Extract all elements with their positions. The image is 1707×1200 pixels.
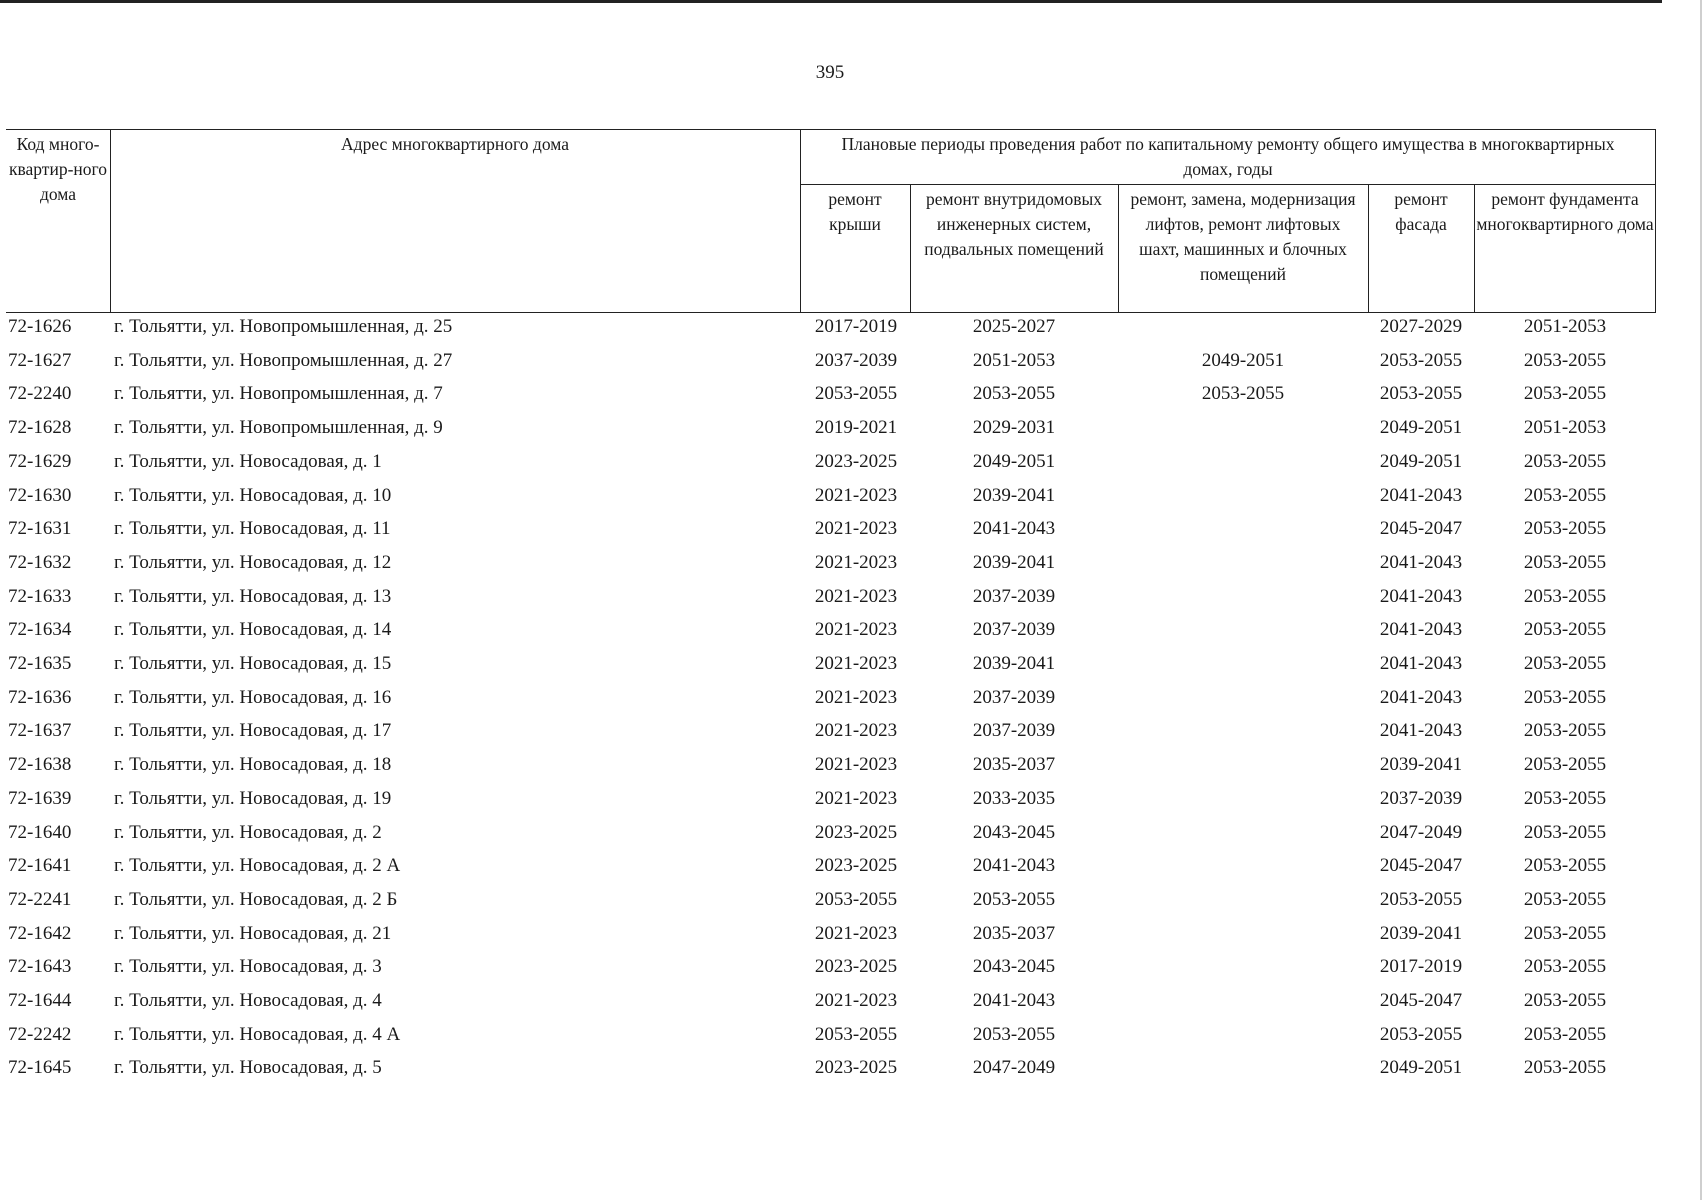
row-engineering-period: 2039-2041 [972,653,1056,674]
table-divider [910,184,911,313]
table-row [0,648,1700,680]
row-roof-period: 2021-2023 [814,922,898,944]
table-row [0,918,1700,950]
table-row [0,581,1700,613]
row-foundation-period: 2053-2055 [1523,686,1607,708]
row-roof-period: 2021-2023 [814,787,898,809]
row-foundation-period: 2053-2055 [1523,1023,1607,1045]
row-address: г. Тольятти, ул. Новосадовая, д. 16 [114,686,392,708]
table-row [0,446,1700,478]
row-code: 72-1629 [8,450,72,472]
row-address: г. Тольятти, ул. Новопромышленная, д. 25 [114,316,453,337]
row-roof-period: 2021-2023 [814,619,898,641]
row-facade-period: 2039-2041 [1379,922,1463,944]
row-roof-period: 2023-2025 [814,855,898,877]
row-code: 72-1626 [8,316,72,337]
table-row [0,345,1700,377]
table-divider [1655,129,1656,313]
row-engineering-period: 2041-2043 [972,990,1056,1011]
table-row [0,783,1700,815]
row-address: г. Тольятти, ул. Новосадовая, д. 14 [114,619,392,641]
row-address: г. Тольятти, ул. Новосадовая, д. 11 [114,518,391,540]
page-edge [1700,0,1702,1200]
row-address: г. Тольятти, ул. Новосадовая, д. 15 [114,653,392,674]
table-top-rule [6,129,1656,130]
table-row [0,378,1700,410]
row-foundation-period: 2053-2055 [1523,551,1607,573]
row-engineering-period: 2041-2043 [972,855,1056,877]
row-code: 72-1639 [8,787,72,809]
row-roof-period: 2053-2055 [814,1023,898,1045]
row-foundation-period: 2053-2055 [1523,787,1607,809]
row-facade-period: 2053-2055 [1379,349,1463,371]
row-code: 72-1636 [8,686,72,708]
row-facade-period: 2053-2055 [1379,383,1463,405]
row-foundation-period: 2053-2055 [1523,383,1607,405]
row-address: г. Тольятти, ул. Новосадовая, д. 10 [114,484,392,506]
row-foundation-period: 2053-2055 [1523,518,1607,540]
header-lifts: ремонт, замена, модернизация лифтов, ремонт лифтовых шахт, машинных и блочных помещений [1130,189,1356,284]
row-engineering-period: 2053-2055 [972,383,1056,405]
row-lifts-period: 2053-2055 [1201,383,1285,405]
row-address: г. Тольятти, ул. Новосадовая, д. 17 [114,720,392,742]
row-roof-period: 2037-2039 [814,349,898,371]
row-address: г. Тольятти, ул. Новосадовая, д. 4 [114,990,382,1011]
row-facade-period: 2041-2043 [1379,619,1463,641]
row-engineering-period: 2037-2039 [972,686,1056,708]
table-row [0,547,1700,579]
row-engineering-period: 2033-2035 [972,787,1056,809]
row-engineering-period: 2029-2031 [972,417,1056,439]
row-facade-period: 2041-2043 [1379,653,1463,674]
top-rule [0,0,1662,3]
row-engineering-period: 2025-2027 [972,316,1056,337]
row-foundation-period: 2051-2053 [1523,316,1607,337]
row-roof-period: 2023-2025 [814,1057,898,1079]
row-foundation-period: 2053-2055 [1523,888,1607,910]
row-facade-period: 2017-2019 [1379,956,1463,978]
table-row [0,951,1700,983]
row-address: г. Тольятти, ул. Новопромышленная, д. 7 [114,383,443,405]
row-facade-period: 2045-2047 [1379,990,1463,1011]
row-address: г. Тольятти, ул. Новосадовая, д. 4 А [114,1023,401,1045]
row-code: 72-1637 [8,720,72,742]
row-facade-period: 2041-2043 [1379,720,1463,742]
row-code: 72-2240 [8,383,72,405]
row-roof-period: 2021-2023 [814,653,898,674]
row-facade-period: 2049-2051 [1379,1057,1463,1079]
row-roof-period: 2021-2023 [814,551,898,573]
row-address: г. Тольятти, ул. Новосадовая, д. 13 [114,585,392,607]
row-roof-period: 2017-2019 [814,316,898,337]
row-address: г. Тольятти, ул. Новосадовая, д. 19 [114,787,392,809]
table-row [0,1019,1700,1051]
row-address: г. Тольятти, ул. Новосадовая, д. 21 [114,922,392,944]
row-code: 72-1631 [8,518,72,540]
row-engineering-period: 2035-2037 [972,754,1056,776]
row-code: 72-1630 [8,484,72,506]
row-engineering-period: 2037-2039 [972,619,1056,641]
row-roof-period: 2021-2023 [814,754,898,776]
row-code: 72-1643 [8,956,72,978]
row-foundation-period: 2053-2055 [1523,754,1607,776]
row-engineering-period: 2043-2045 [972,956,1056,978]
row-roof-period: 2021-2023 [814,686,898,708]
header-group-rule [800,184,1656,185]
row-code: 72-2242 [8,1023,72,1045]
table-row [0,749,1700,781]
row-roof-period: 2053-2055 [814,888,898,910]
row-facade-period: 2053-2055 [1379,888,1463,910]
row-code: 72-1642 [8,922,72,944]
row-foundation-period: 2051-2053 [1523,417,1607,439]
row-facade-period: 2041-2043 [1379,551,1463,573]
row-foundation-period: 2053-2055 [1523,450,1607,472]
row-address: г. Тольятти, ул. Новосадовая, д. 2 А [114,855,401,877]
page-number: 395 [815,62,845,83]
row-address: г. Тольятти, ул. Новосадовая, д. 12 [114,551,392,573]
table-row [0,311,1700,343]
row-code: 72-1633 [8,585,72,607]
row-facade-period: 2041-2043 [1379,686,1463,708]
row-lifts-period: 2049-2051 [1201,349,1285,371]
row-foundation-period: 2053-2055 [1523,585,1607,607]
row-foundation-period: 2053-2055 [1523,821,1607,843]
row-foundation-period: 2053-2055 [1523,922,1607,944]
table-divider [1118,184,1119,313]
table-divider [1474,184,1475,313]
row-address: г. Тольятти, ул. Новосадовая, д. 2 [114,821,382,843]
row-foundation-period: 2053-2055 [1523,619,1607,641]
row-code: 72-1634 [8,619,72,641]
row-roof-period: 2023-2025 [814,450,898,472]
header-address: Адрес многоквартирного дома [341,134,569,154]
row-engineering-period: 2037-2039 [972,585,1056,607]
table-divider [1368,184,1369,313]
row-foundation-period: 2053-2055 [1523,720,1607,742]
row-facade-period: 2045-2047 [1379,518,1463,540]
row-roof-period: 2021-2023 [814,720,898,742]
row-engineering-period: 2037-2039 [972,720,1056,742]
row-foundation-period: 2053-2055 [1523,349,1607,371]
table-divider [110,129,111,313]
table-row [0,412,1700,444]
row-engineering-period: 2039-2041 [972,551,1056,573]
row-engineering-period: 2035-2037 [972,922,1056,944]
row-address: г. Тольятти, ул. Новосадовая, д. 2 Б [114,888,398,910]
row-roof-period: 2021-2023 [814,585,898,607]
row-engineering-period: 2053-2055 [972,888,1056,910]
row-code: 72-1628 [8,417,72,439]
row-facade-period: 2047-2049 [1379,821,1463,843]
row-roof-period: 2023-2025 [814,821,898,843]
row-roof-period: 2023-2025 [814,956,898,978]
row-facade-period: 2027-2029 [1379,316,1463,337]
row-foundation-period: 2053-2055 [1523,1057,1607,1079]
table-row [0,817,1700,849]
row-code: 72-1635 [8,653,72,674]
row-code: 72-2241 [8,888,72,910]
row-facade-period: 2041-2043 [1379,585,1463,607]
row-code: 72-1644 [8,990,72,1011]
table-row [0,614,1700,646]
row-address: г. Тольятти, ул. Новосадовая, д. 18 [114,754,392,776]
row-code: 72-1645 [8,1057,72,1079]
row-address: г. Тольятти, ул. Новопромышленная, д. 27 [114,349,453,371]
row-facade-period: 2049-2051 [1379,417,1463,439]
row-code: 72-1627 [8,349,72,371]
row-address: г. Тольятти, ул. Новосадовая, д. 3 [114,956,382,978]
row-engineering-period: 2049-2051 [972,450,1056,472]
row-roof-period: 2053-2055 [814,383,898,405]
table-row [0,513,1700,545]
header-code: Код много-квартир-ного дома [8,134,108,204]
header-periods-group: Плановые периоды проведения работ по капитальному ремонту общего имущества в многоквартирных домах, годы [841,134,1615,179]
row-foundation-period: 2053-2055 [1523,484,1607,506]
row-facade-period: 2045-2047 [1379,855,1463,877]
row-facade-period: 2039-2041 [1379,754,1463,776]
header-roof: ремонт крыши [828,189,882,234]
row-roof-period: 2019-2021 [814,417,898,439]
row-engineering-period: 2051-2053 [972,349,1056,371]
row-roof-period: 2021-2023 [814,484,898,506]
row-roof-period: 2021-2023 [814,518,898,540]
table-row [0,884,1700,916]
row-engineering-period: 2039-2041 [972,484,1056,506]
row-code: 72-1641 [8,855,72,877]
row-engineering-period: 2047-2049 [972,1057,1056,1079]
row-foundation-period: 2053-2055 [1523,956,1607,978]
row-code: 72-1632 [8,551,72,573]
row-engineering-period: 2053-2055 [972,1023,1056,1045]
row-address: г. Тольятти, ул. Новосадовая, д. 5 [114,1057,382,1079]
table-row [0,985,1700,1017]
row-address: г. Тольятти, ул. Новопромышленная, д. 9 [114,417,443,439]
row-foundation-period: 2053-2055 [1523,990,1607,1011]
table-row [0,682,1700,714]
row-code: 72-1640 [8,821,72,843]
header-facade: ремонт фасада [1394,189,1448,234]
header-engineering: ремонт внутридомовых инженерных систем, подвальных помещений [924,189,1104,259]
table-row [0,1052,1700,1084]
row-facade-period: 2053-2055 [1379,1023,1463,1045]
row-address: г. Тольятти, ул. Новосадовая, д. 1 [114,450,382,472]
table-row [0,850,1700,882]
row-facade-period: 2049-2051 [1379,450,1463,472]
row-facade-period: 2041-2043 [1379,484,1463,506]
header-foundation: ремонт фундамента многоквартирного дома [1476,189,1654,234]
table-row [0,480,1700,512]
row-engineering-period: 2043-2045 [972,821,1056,843]
row-foundation-period: 2053-2055 [1523,653,1607,674]
row-roof-period: 2021-2023 [814,990,898,1011]
row-code: 72-1638 [8,754,72,776]
row-foundation-period: 2053-2055 [1523,855,1607,877]
table-divider [800,129,801,313]
row-facade-period: 2037-2039 [1379,787,1463,809]
row-engineering-period: 2041-2043 [972,518,1056,540]
table-row [0,715,1700,747]
